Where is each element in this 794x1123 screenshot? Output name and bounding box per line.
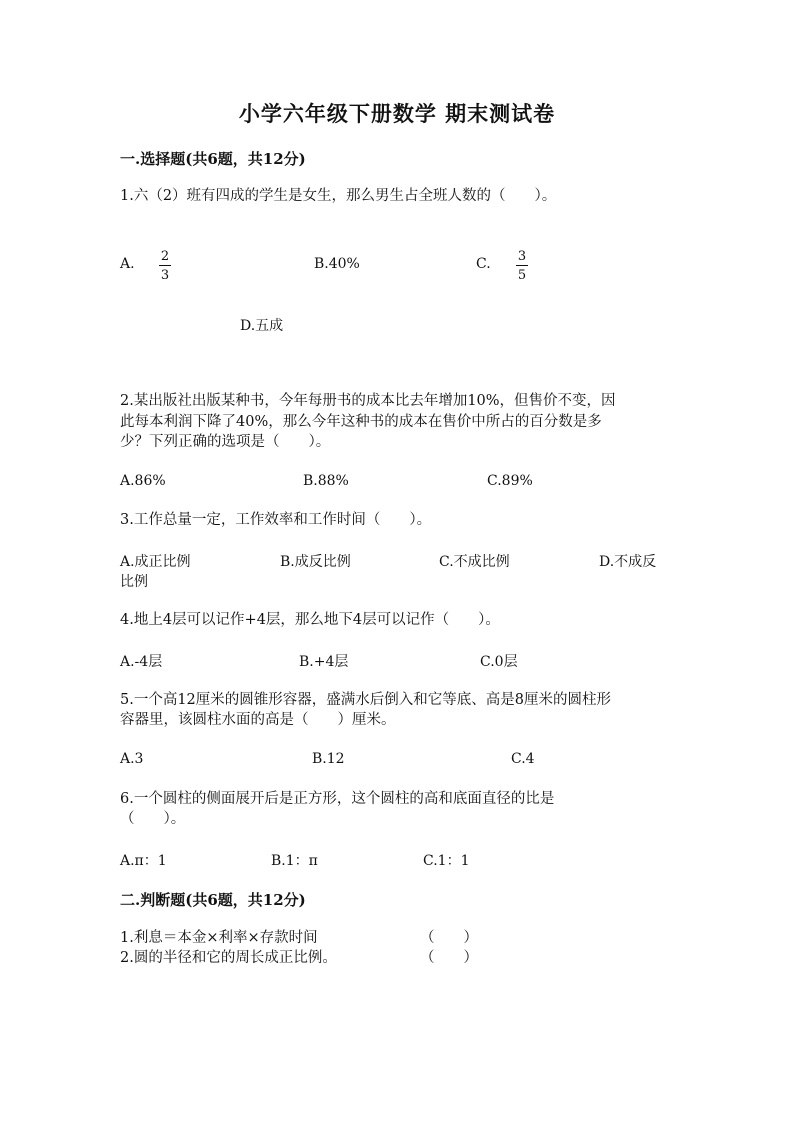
- q3-option-d-line-2: 比例: [120, 574, 148, 590]
- fraction-numerator: 2: [160, 249, 170, 264]
- judgement-1-text: 1.利息＝本金×利率×存款时间: [120, 930, 318, 946]
- q6-option-b: B.1：π: [271, 853, 318, 869]
- question-2-line-3: 少？下列正确的选项是（ ）。: [120, 434, 331, 450]
- q2-option-c: C.89%: [487, 473, 533, 489]
- question-2-line-2: 此每本利润下降了40%，那么今年这种书的成本在售价中所占的百分数是多: [120, 414, 602, 430]
- fraction-bar: [516, 265, 528, 266]
- question-2-line-1: 2.某出版社出版某种书，今年每册书的成本比去年增加10%，但售价不变，因: [120, 393, 616, 409]
- judgement-1-answer-blank: （ ）: [420, 930, 478, 946]
- question-3-text: 3.工作总量一定，工作效率和工作时间（ ）。: [120, 512, 432, 528]
- q4-option-c: C.0层: [480, 654, 518, 670]
- page-title: 小学六年级下册数学 期末测试卷: [238, 101, 556, 126]
- q1-option-a-label: A.: [120, 256, 135, 272]
- q4-option-a: A.-4层: [120, 654, 163, 670]
- question-6-line-2: （ ）。: [120, 811, 186, 827]
- fraction-bar: [159, 265, 171, 266]
- question-1-text: 1.六（2）班有四成的学生是女生，那么男生占全班人数的（ ）。: [120, 188, 557, 204]
- q3-option-a: A.成正比例: [120, 554, 191, 570]
- question-6-line-1: 6.一个圆柱的侧面展开后是正方形，这个圆柱的高和底面直径的比是: [120, 791, 555, 807]
- q2-option-b: B.88%: [303, 473, 349, 489]
- q1-option-c-fraction: [516, 249, 528, 283]
- q1-option-a-fraction: [159, 249, 171, 283]
- q5-option-a: A.3: [120, 751, 144, 767]
- judgement-2-text: 2.圆的半径和它的周长成正比例。: [120, 950, 337, 966]
- q3-option-b: B.成反比例: [280, 554, 351, 570]
- q3-option-c: C.不成比例: [439, 554, 510, 570]
- judgement-2-answer-blank: （ ）: [420, 950, 478, 966]
- question-5-line-2: 容器里，该圆柱水面的高是（ ）厘米。: [120, 712, 396, 728]
- q5-option-b: B.12: [312, 751, 345, 767]
- section-heading-judgement: 二.判断题(共6题，共12分): [120, 891, 306, 909]
- question-5-line-1: 5.一个高12厘米的圆锥形容器，盛满水后倒入和它等底、高是8厘米的圆柱形: [120, 692, 612, 708]
- fraction-denominator: 5: [517, 268, 527, 283]
- q1-option-b: B.40%: [314, 256, 360, 272]
- fraction-numerator: 3: [517, 249, 527, 264]
- q2-option-a: A.86%: [120, 473, 166, 489]
- q5-option-c: C.4: [511, 751, 535, 767]
- q3-option-d-line-1: D.不成反: [599, 554, 657, 570]
- q4-option-b: B.+4层: [299, 654, 349, 670]
- q6-option-a: A.π：1: [120, 853, 167, 869]
- q6-option-c: C.1：1: [423, 853, 470, 869]
- question-4-text: 4.地上4层可以记作+4层，那么地下4层可以记作（ ）。: [120, 612, 500, 628]
- fraction-denominator: 3: [160, 268, 170, 283]
- q1-option-c-label: C.: [476, 256, 491, 272]
- section-heading-choice: 一.选择题(共6题，共12分): [120, 150, 306, 168]
- q1-option-d: D.五成: [240, 318, 284, 334]
